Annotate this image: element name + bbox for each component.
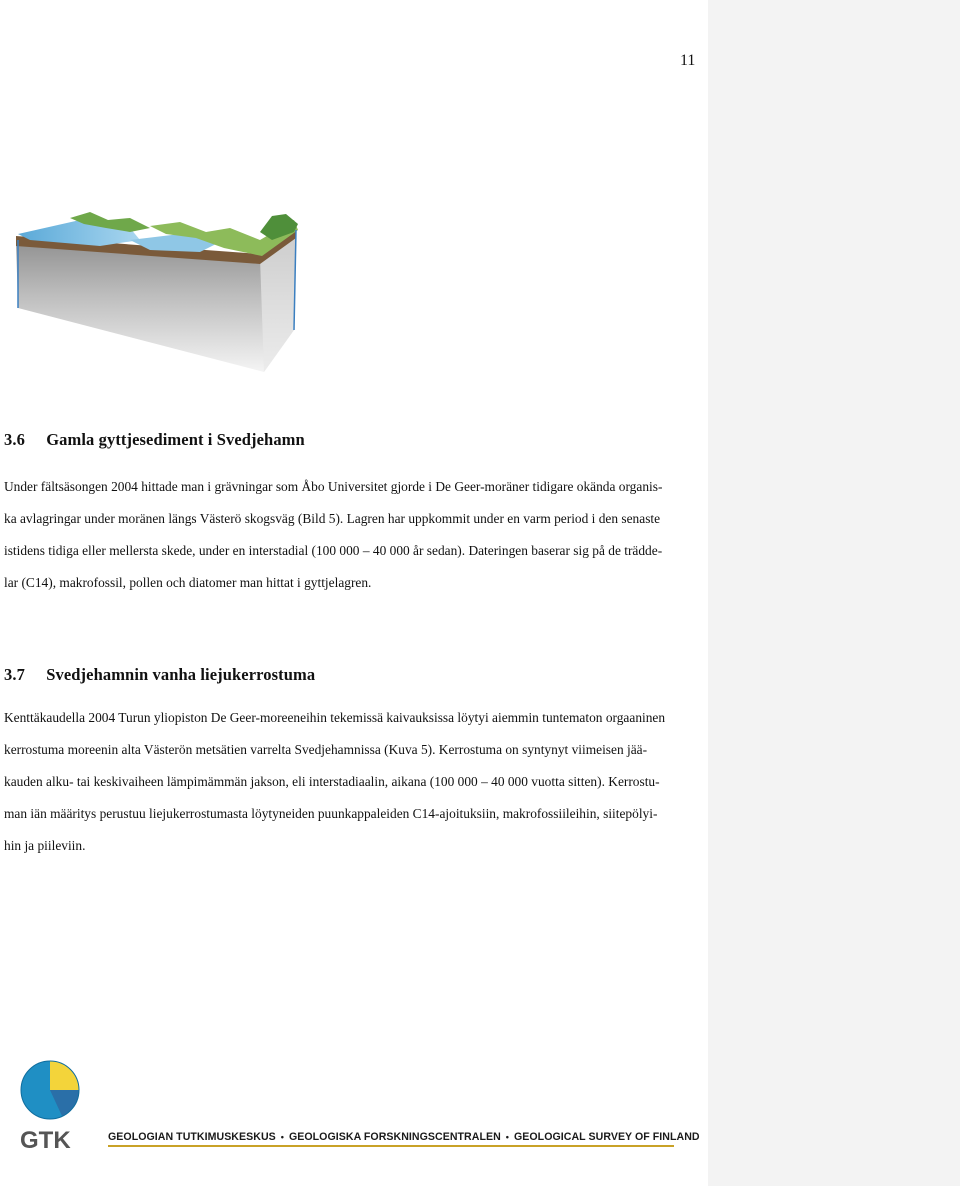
svg-text:GTK: GTK <box>20 1127 71 1152</box>
section-heading-3-6 <box>4 430 305 450</box>
text-line: kauden alku- tai keskivaiheen lämpimämmän jakson, eli interstadiaalin, aikana (100 000 – 40 000 vuotta sitten). Kerrostu- <box>4 774 660 789</box>
footer-rule <box>108 1145 674 1147</box>
text-line: kerrostuma moreenin alta Västerön metsätien varrelta Svedjehamnissa (Kuva 5). Kerrostuma on syntynyt viimeisen jää- <box>4 742 648 757</box>
section-title: Gamla gyttjesediment i Svedjehamn <box>46 430 305 449</box>
right-margin <box>708 0 960 1186</box>
text-line: Under fältsäsongen 2004 hittade man i grävningar som Åbo Universitet gjorde i De Geer-moräner tidigare okända organis- <box>4 479 663 494</box>
text-line: Kenttäkaudella 2004 Turun yliopiston De Geer-moreeneihin tekemissä kaivauksissa löytyi aiemmin tuntematon orgaaninen <box>4 710 666 725</box>
text-line: istidens tidiga eller mellersta skede, under en interstadial (100 000 – 40 000 år sedan). Dateringen baserar sig på de trädde- <box>4 543 663 558</box>
paragraph-3-7 <box>4 702 694 862</box>
gtk-logo <box>18 1060 82 1152</box>
section-heading-3-7 <box>4 665 315 685</box>
text-line: lar (C14), makrofossil, pollen och diatomer man hittat i gyttjelagren. <box>4 575 372 590</box>
footer-organization-names <box>108 1131 700 1143</box>
separator-dot: • <box>505 1132 509 1142</box>
section-number: 3.7 <box>4 665 25 684</box>
section-number: 3.6 <box>4 430 25 449</box>
text-line: hin ja piileviin. <box>4 838 86 853</box>
separator-dot: • <box>280 1132 284 1142</box>
text-line: ka avlagringar under moränen längs Västerö skogsväg (Bild 5). Lagren har uppkommit under en varm period i den senaste <box>4 511 661 526</box>
org-name-fi: GEOLOGIAN TUTKIMUSKESKUS <box>108 1131 276 1143</box>
landscape-illustration <box>10 210 302 380</box>
org-name-en: GEOLOGICAL SURVEY OF FINLAND <box>513 1131 700 1143</box>
section-title: Svedjehamnin vanha liejukerrostuma <box>46 665 316 684</box>
page-number: 11 <box>680 52 696 69</box>
paragraph-3-6 <box>4 471 694 599</box>
org-name-sv: GEOLOGISKA FORSKNINGSCENTRALEN <box>288 1131 501 1143</box>
text-line: man iän määritys perustuu liejukerrostumasta löytyneiden puunkappaleiden C14-ajoituksiin, makrofossiileihin, siitepölyi- <box>4 806 658 821</box>
